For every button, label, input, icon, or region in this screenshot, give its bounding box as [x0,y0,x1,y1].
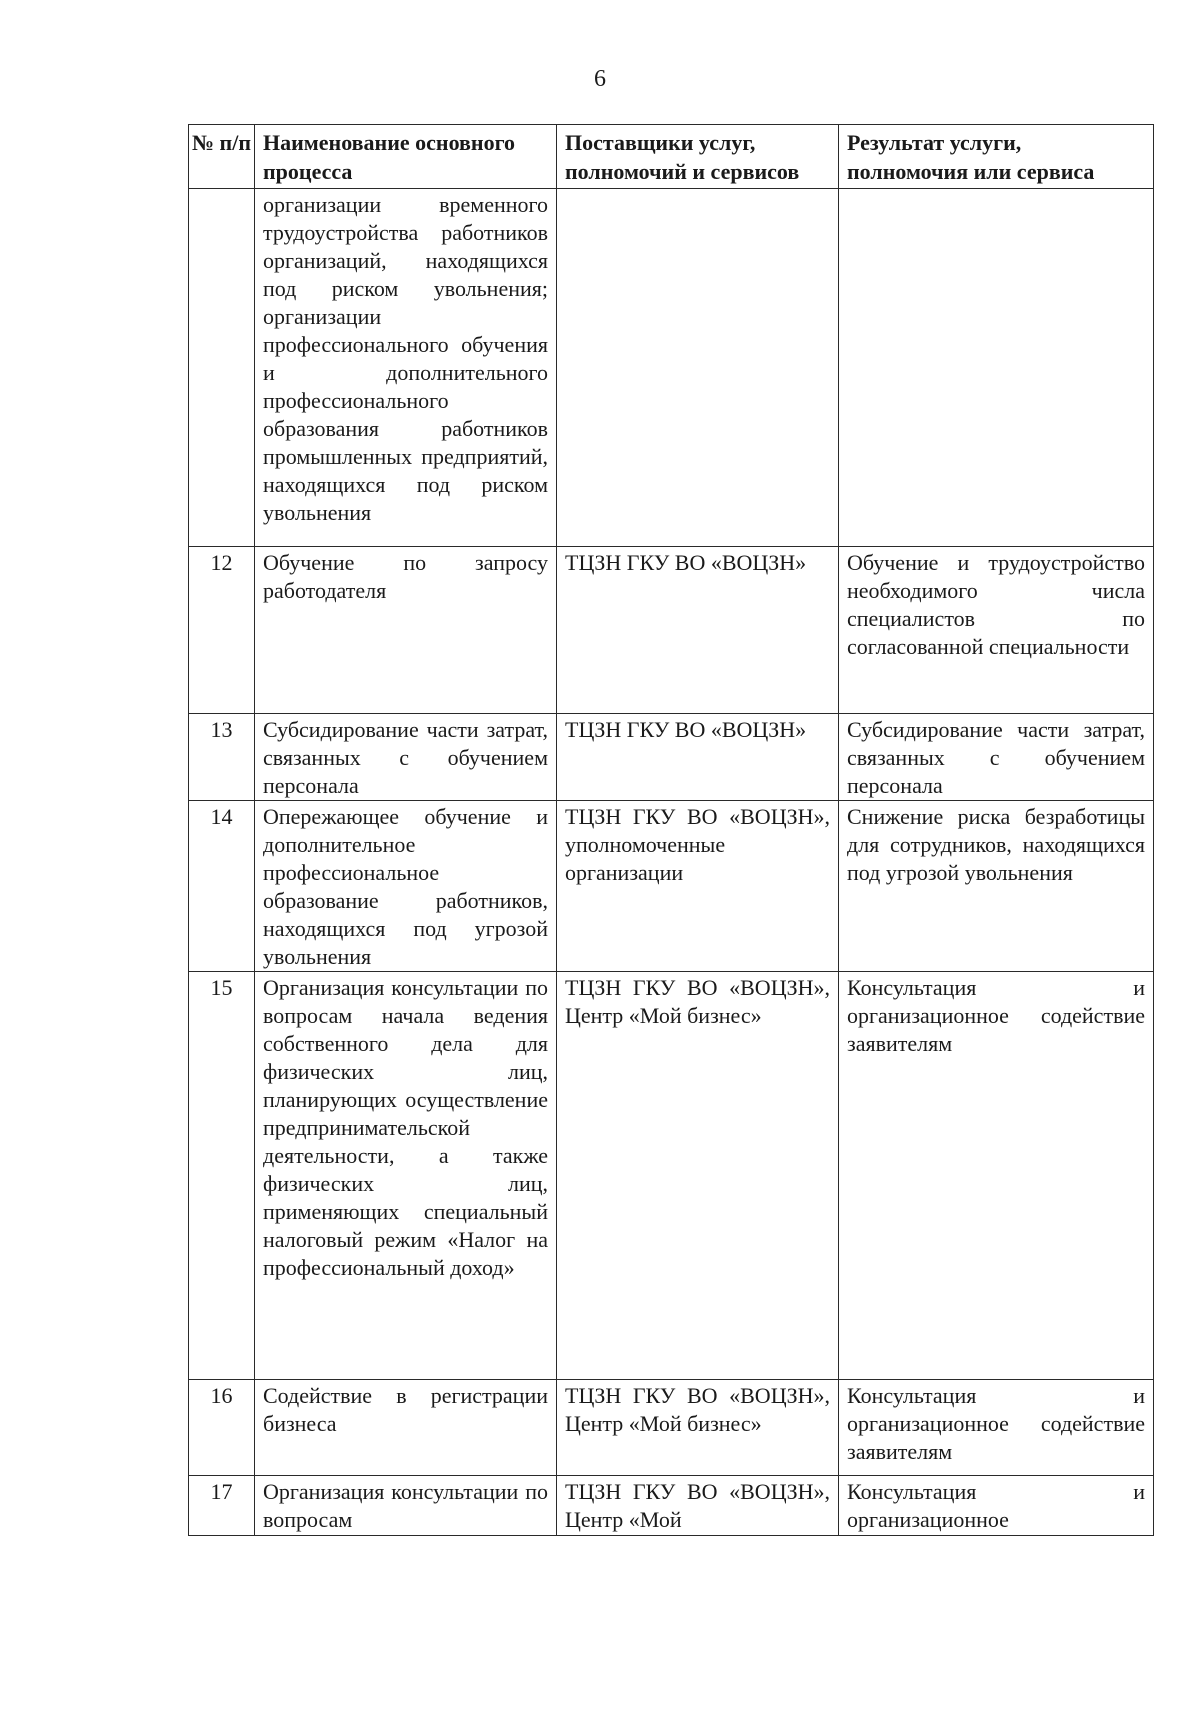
process-table [188,124,1154,1536]
table-row [189,1476,1154,1536]
row-num: 14 [189,801,255,972]
table-row [189,972,1154,1380]
row-num: 15 [189,972,255,1380]
row-result: Консультация и организационное содействие заявителям [839,972,1154,1380]
header-providers: Поставщики услуг, полномочий и сервисов [557,125,839,189]
row-providers: ТЦЗН ГКУ ВО «ВОЦЗН» [557,547,839,714]
row-providers: ТЦЗН ГКУ ВО «ВОЦЗН», Центр «Мой бизнес» [557,1380,839,1476]
row-num: 16 [189,1380,255,1476]
page-number: 6 [594,66,606,92]
row-providers: ТЦЗН ГКУ ВО «ВОЦЗН», уполномоченные организации [557,801,839,972]
row-result: Субсидирование части затрат, связанных с обучением персонала [839,714,1154,801]
row-num: 17 [189,1476,255,1536]
table-row [189,1380,1154,1476]
header-num: № п/п [189,125,255,189]
table-row [189,714,1154,801]
table-row [189,547,1154,714]
row-providers: ТЦЗН ГКУ ВО «ВОЦЗН», Центр «Мой [557,1476,839,1536]
row-result: Снижение риска безработицы для сотрудников, находящихся под угрозой увольнения [839,801,1154,972]
table-header-row [189,125,1154,189]
row-process: Организация консультации по вопросам [255,1476,557,1536]
row-num: 12 [189,547,255,714]
row-providers: ТЦЗН ГКУ ВО «ВОЦЗН», Центр «Мой бизнес» [557,972,839,1380]
row-num [189,189,255,547]
row-result: Консультация и организационное [839,1476,1154,1536]
row-result [839,189,1154,547]
header-result: Результат услуги, полномочия или сервиса [839,125,1154,189]
row-process: Опережающее обучение и дополнительное профессиональное образование работников, находящихся под угрозой увольнения [255,801,557,972]
row-num: 13 [189,714,255,801]
row-process: Содействие в регистрации бизнеса [255,1380,557,1476]
row-process: Субсидирование части затрат, связанных с обучением персонала [255,714,557,801]
table-row [189,189,1154,547]
table-row [189,801,1154,972]
row-result: Обучение и трудоустройство необходимого числа специалистов по согласованной специальности [839,547,1154,714]
row-process: организации временного трудоустройства работников организаций, находящихся под риском увольнения; организации профессионального обучения и дополнительного профессионального образования работников промышленных предприятий, находящихся под риском увольнения [255,189,557,547]
row-result: Консультация и организационное содействие заявителям [839,1380,1154,1476]
row-process: Организация консультации по вопросам начала ведения собственного дела для физических лиц, планирующих осуществление предпринимательской деятельности, а также физических лиц, применяющих специальный налоговый режим «Налог на профессиональный доход» [255,972,557,1380]
header-process: Наименование основного процесса [255,125,557,189]
row-providers [557,189,839,547]
row-providers: ТЦЗН ГКУ ВО «ВОЦЗН» [557,714,839,801]
row-process: Обучение по запросу работодателя [255,547,557,714]
